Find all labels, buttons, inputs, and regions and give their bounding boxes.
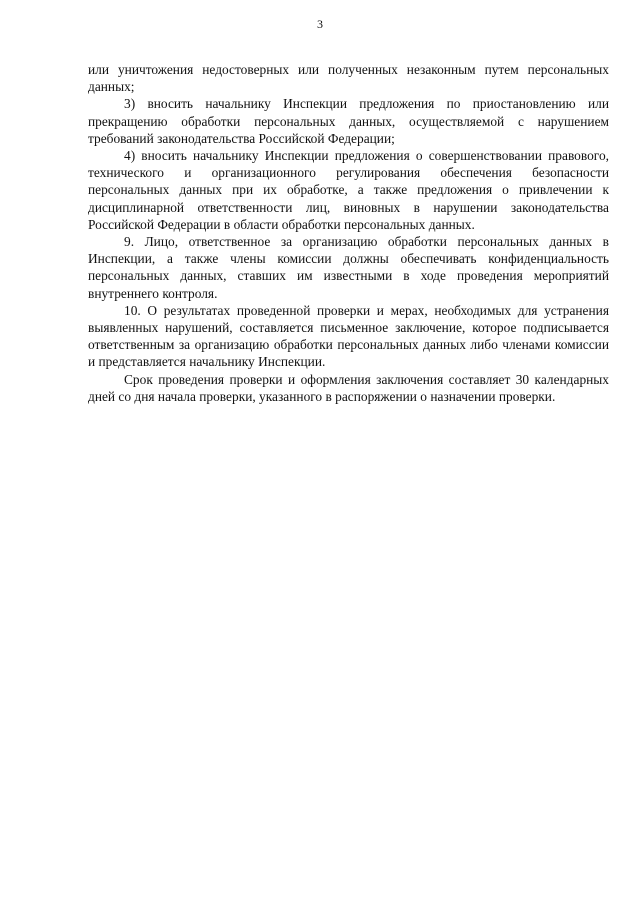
paragraph-clause-9: 9. Лицо, ответственное за организацию обработки персональных данных в Инспекции, а также члены комиссии должны обеспечивать конфиденциальность персональных данных, ставших им известными в ходе проведения мероприятий внутреннего контроля. <box>88 234 609 301</box>
page-number: 3 <box>317 17 323 31</box>
paragraph-deadline: Срок проведения проверки и оформления заключения составляет 30 календарных дней со дня начала проверки, указанного в распоряжении о назначении проверки. <box>88 371 609 404</box>
paragraph-item-3: 3) вносить начальнику Инспекции предложения по приостановлению или прекращению обработки персональных данных, осуществляемой с нарушением требований законодательства Российской Федерации; <box>88 96 609 146</box>
paragraph-clause-10: 10. О результатах проведенной проверки и мерах, необходимых для устранения выявленных нарушений, составляется письменное заключение, которое подписывается ответственным за организацию обработки персональных данных либо членами комиссии и представляется начальнику Инспекции. <box>88 302 609 370</box>
paragraph-item-4: 4) вносить начальнику Инспекции предложения о совершенствовании правового, технического и организационного регулирования обеспечения безопасности персональных данных при их обработке, а также предложения о привлечении к дисциплинарной ответственности лиц, виновных в нарушении законодательства Российской Федерации в области обработки персональных данных. <box>88 148 609 232</box>
paragraph-continuation: или уничтожения недостоверных или полученных незаконным путем персональных данных; <box>88 62 609 95</box>
document-body <box>88 61 609 405</box>
